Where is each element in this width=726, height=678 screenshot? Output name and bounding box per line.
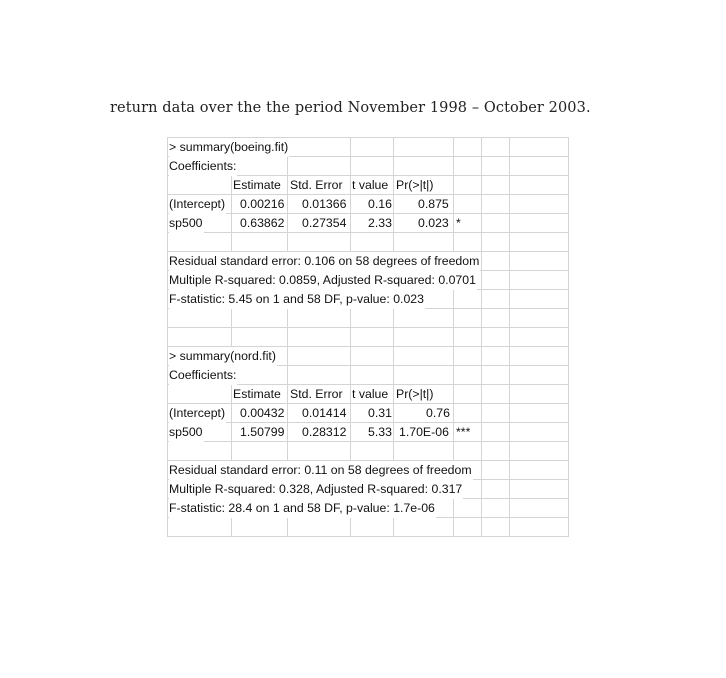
boeing-row-intercept-p-value: 0.875	[418, 197, 449, 211]
nord-header-std-error: Std. Error	[290, 387, 343, 401]
nord-row-sp500-estimate: 1.50799	[240, 425, 285, 439]
nord-header-p-value: Pr(>|t|)	[396, 387, 434, 401]
boeing-r-squared: Multiple R-squared: 0.0859, Adjusted R-squared: 0.0701	[169, 271, 477, 290]
nord-r-squared: Multiple R-squared: 0.328, Adjusted R-squared: 0.317	[169, 480, 463, 499]
boeing-row-sp500-std-error: 0.27354	[302, 216, 347, 230]
nord-header-t-value: t value	[352, 387, 389, 401]
boeing-residual-se: Residual standard error: 0.106 on 58 degrees of freedom	[169, 252, 480, 271]
boeing-header-p-value: Pr(>|t|)	[396, 178, 434, 192]
boeing-row-intercept-estimate: 0.00216	[240, 197, 285, 211]
boeing-f-statistic: F-statistic: 5.45 on 1 and 58 DF, p-value: 0.023	[169, 290, 425, 309]
boeing-row-intercept-t-value: 0.16	[368, 197, 392, 211]
spreadsheet-grid	[167, 137, 569, 537]
boeing-header-estimate: Estimate	[233, 178, 281, 192]
boeing-row-intercept-std-error: 0.01366	[302, 197, 347, 211]
boeing-row-sp500-name: sp500	[169, 214, 204, 233]
boeing-row-sp500-p-value: 0.023	[418, 216, 449, 230]
boeing-row-sp500-estimate: 0.63862	[240, 216, 285, 230]
nord-coefficients-title: Coefficients:	[169, 366, 237, 385]
nord-row-intercept-estimate: 0.00432	[240, 406, 285, 420]
nord-f-statistic: F-statistic: 28.4 on 1 and 58 DF, p-value: 1.7e-06	[169, 499, 436, 518]
nord-row-sp500-p-value: 1.70E-06	[399, 425, 449, 439]
nord-header-estimate: Estimate	[233, 387, 281, 401]
nord-row-sp500-signif: ***	[456, 425, 471, 439]
nord-residual-se: Residual standard error: 0.11 on 58 degrees of freedom	[169, 461, 473, 480]
boeing-row-intercept-name: (Intercept)	[169, 195, 226, 214]
document-caption: return data over the the period November 1998 – October 2003.	[110, 100, 591, 116]
boeing-row-sp500-signif: *	[456, 216, 461, 230]
nord-row-intercept-p-value: 0.76	[426, 406, 450, 420]
grid-column-line	[509, 137, 510, 536]
nord-row-intercept-t-value: 0.31	[368, 406, 392, 420]
nord-row-sp500-t-value: 5.33	[368, 425, 392, 439]
nord-row-intercept-name: (Intercept)	[169, 404, 226, 423]
nord-row-sp500-name: sp500	[169, 423, 204, 442]
grid-column-line	[481, 137, 482, 536]
boeing-header-std-error: Std. Error	[290, 178, 343, 192]
nord-row-intercept-std-error: 0.01414	[302, 406, 347, 420]
boeing-summary-command[interactable]: > summary(boeing.fit)	[169, 138, 289, 157]
boeing-header-t-value: t value	[352, 178, 389, 192]
nord-summary-command[interactable]: > summary(nord.fit)	[169, 347, 277, 366]
nord-row-sp500-std-error: 0.28312	[302, 425, 347, 439]
boeing-coefficients-title: Coefficients:	[169, 157, 237, 176]
boeing-row-sp500-t-value: 2.33	[368, 216, 392, 230]
